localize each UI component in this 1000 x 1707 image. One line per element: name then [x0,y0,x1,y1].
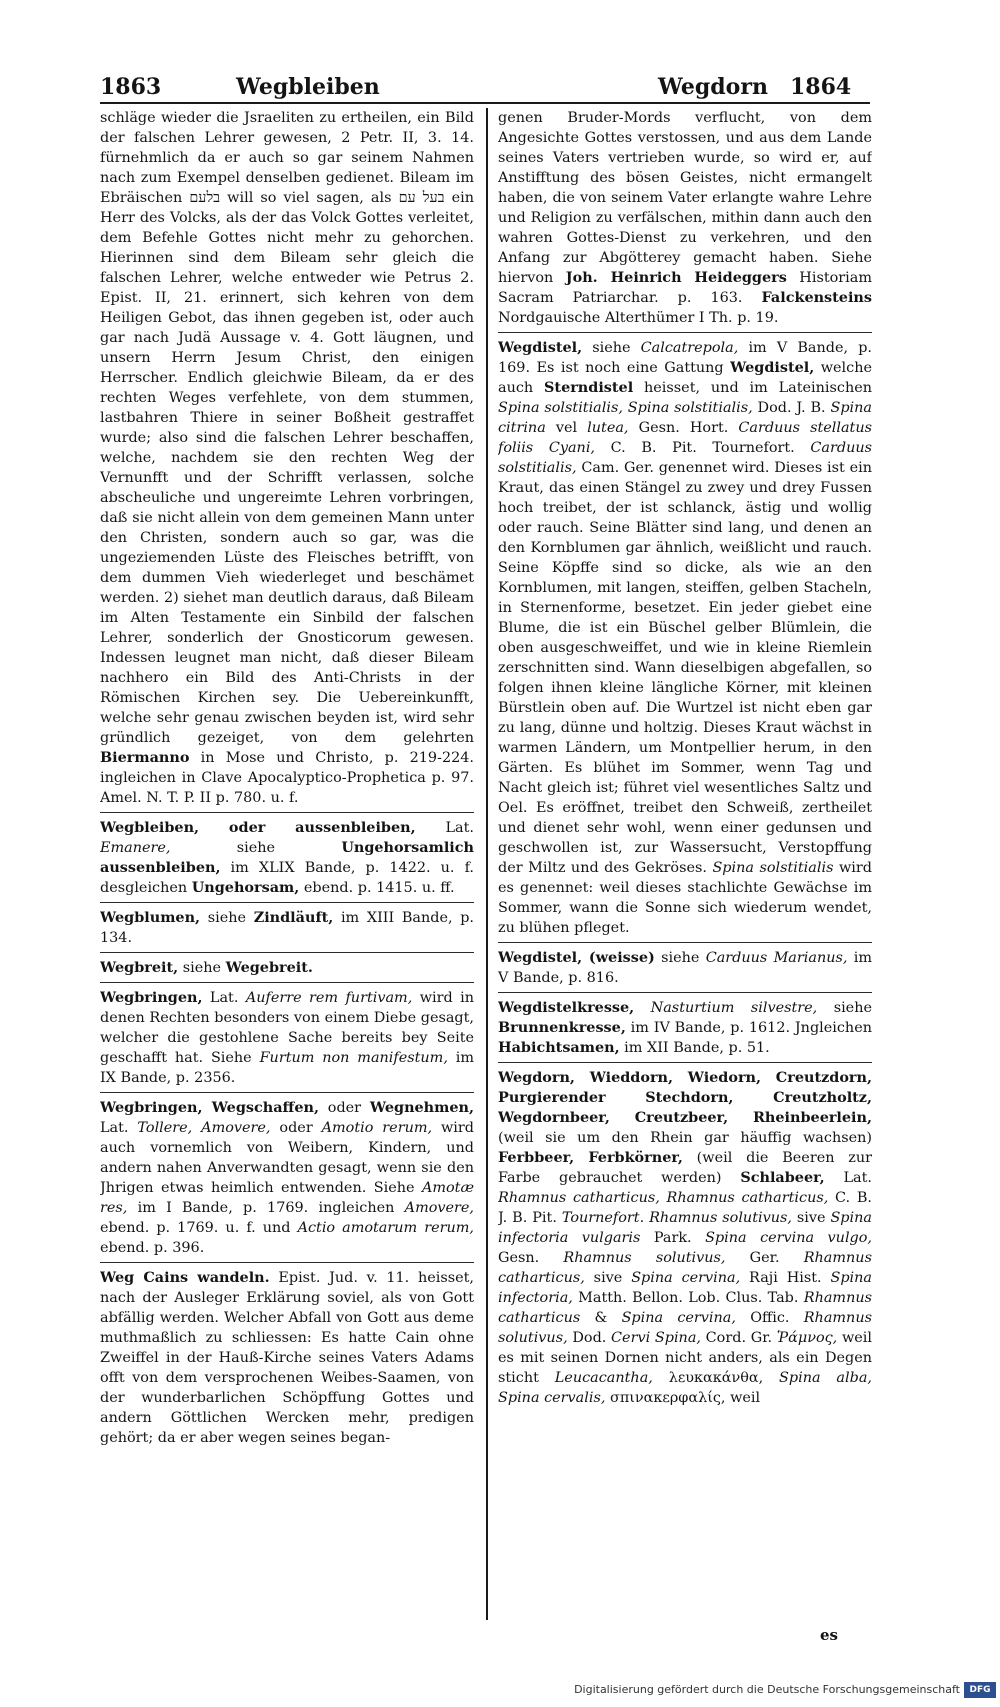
dictionary-entry [100,1098,474,1258]
entry-lemma: Ungehorsam, [191,879,300,896]
latin-term: Carduus solstitialis, [498,440,872,476]
entry-lemma: Joh. Heinrich Heideggers [565,269,787,286]
entry-lemma: Weg Cains wandeln. [100,1269,270,1286]
entry-text: genen Bruder-Mords verflucht, von dem Angesichte Gottes verstossen, und aus dem Lande seines Vaters vertrieben wurde, so wird er, auf Anstifftung des bösen Geistes, nicht ermangelt haben, die von seinem Vater erlangte wahre Lehre und Religion zu verfälschen, mithin dann auch den wahren Gottes-Dienst zu verkehren, und den Anfang zur Abgötterey gemacht haben. Siehe hiervon [498,110,872,286]
latin-term: Nasturtium silvestre, [650,1000,818,1016]
latin-term: Carduus Marianus, [705,950,848,966]
entry-text: Cam. Ger. genennet wird. Dieses ist ein Kraut, das einen Stängel zu zwey und drey Fussen hoch treibet, der ist schlanck, ästig und wollig oder rauch. Seine Blätter sind lang, und denen an den Kornblumen gar ähnlich, weißlicht und rauch. Seine Köpffe sind so dicke, als wie an den Kornblumen, mit langen, steiffen, gelben Stacheln, in Sternenforme, besetzet. Ein jeder giebet eine Blume, die ist ein Büschel gelber Blümlein, die oben ausgeschweiffet, und wie in kleine Riemlein zerschnitten sind. Wann dieselbigen abgefallen, so folgen ihnen kleine längliche Körner, mit kleinen Bürstlein oben auf. Die Wurtzel ist nicht eben gar zu lang, dünne und holtzig. Dieses Kraut wächst in warmen Ländern, um Montpellier herum, in den Gärten. Es blühet im Sommer, wenn Tag und Nacht gleich ist; führet viel wesentliches Saltz und Oel. Es eröffnet, treibet den Schweiß, zertheilet und dienet sehr wohl, wenn einer gedunsen und geschwollen ist, zur Wassersucht, Verstopffung der Miltz und des Gekröses. [498,460,872,876]
entry-text: schläge wieder die Jsraeliten zu ertheilen, ein Bild der falschen Lehrer gewesen, 2 Petr. II, 3. 14. fürnehmlich da er auch so gar seinem Nahmen nach zum Exempel denselben gedienet. Bileam im Ebräischen [100,110,474,206]
digitization-footer [574,1681,996,1701]
entry-text: im I Bande, p. 1769. ingleichen [127,1200,405,1216]
entry-text: Epist. Jud. v. 11. heisset, nach der Ausleger Erklärung soviel, als von Gott abfällig werden. Welcher Abfall von Gott aus deme muthmaßlich zu schliessen: Es hatte Cain ohne Zweiffel in der Hauß-Kirche seines Vaters Adams offt von dem versprochenen Weibes-Saamen, von der wunderbarlichen Schöpffung Gottes und andern Göttlichen Wercken mehr, predigen gehört; da er aber wegen seines began- [100,1270,474,1446]
latin-term: Rhamnus catharticus [498,1290,872,1326]
entry-text: Ger. [725,1250,804,1266]
latin-term: Ῥάμνος, [776,1330,838,1346]
entry-text: im V Bande, p. 169. Es ist noch eine Gattung [498,340,872,376]
entry-text: siehe [654,950,706,966]
entry-text: Lat. [100,1120,138,1136]
entry-text: & [580,1310,622,1326]
latin-term: Auferre rem furtivam, [245,990,413,1006]
right-column [498,108,872,1618]
entry-text: Park. [640,1230,706,1246]
entry-separator [498,942,872,943]
entry-text: Offic. [735,1310,804,1326]
entry-separator [498,332,872,333]
entry-text: λευκακάνθα, [652,1370,780,1386]
entry-text: Historiam Sacram Patriarchar. p. 163. [498,270,872,306]
entry-lemma: Wegbringen, [100,989,203,1006]
left-column [100,108,474,1618]
entry-separator [100,982,474,983]
entry-text: ebend. p. 1415. u. ff. [299,880,455,896]
latin-term: Rhamnus solutivus, [563,1250,726,1266]
dictionary-entry [100,818,474,898]
header-rule [100,102,870,104]
dictionary-entry [100,1268,474,1448]
entry-text: Lat. [824,1170,872,1186]
dictionary-entry [498,338,872,938]
entry-text: wird auch vornemlich von Weibern, Kindern, und andern nahen Anverwandten gesagt, wenn sie den Jhrigen etwas heimlich entwenden. Siehe [100,1120,474,1196]
running-title-right: Wegdorn [658,74,768,100]
page-header [100,72,870,106]
column-divider [486,108,488,1620]
entry-text: ebend. p. 1769. u. f. und [100,1220,298,1236]
entry-text: (weil sie um den Rhein gar häuffig wachsen) [498,1130,872,1146]
latin-term: Tournefort. Rhamnus solutivus, [561,1210,792,1226]
latin-term: Rhamnus catharticus, [498,1250,872,1286]
latin-term: Amotæ res, [100,1180,474,1216]
hebrew-word: בלעם [189,190,221,206]
latin-term: Spina citrina [498,400,872,436]
entry-text: wird in denen Rechten besonders von einem Diebe gesagt, welcher die gestohlene Sache bereits bey Seite geschafft hat. Siehe [100,990,474,1066]
entry-separator [100,902,474,903]
entry-lemma: Biermanno [100,749,190,766]
dictionary-entry [100,988,474,1088]
entry-lemma: Habichtsamen, [498,1039,620,1056]
entry-text: siehe [582,340,641,356]
entry-lemma: Wegdistel, [498,339,583,356]
entry-text: Nordgauische Alterthümer I Th. p. 19. [498,310,779,326]
entry-text: C. B. J. B. Pit. [498,1190,872,1226]
entry-text: (weil die Beeren zur Farbe gebrauchet werden) [498,1150,872,1186]
latin-term: Actio amotarum rerum, [297,1220,474,1236]
entry-lemma: Wegblumen, [100,909,201,926]
latin-term: Leucacantha, [554,1370,653,1386]
entry-text: in Mose und Christo, p. 219-224. ingleichen in Clave Apocalyptico-Prophetica p. 97. Amel. N. T. P. II p. 780. u. f. [100,750,474,806]
entry-lemma: Wegbreit, [100,959,179,976]
entry-text: siehe [170,840,342,856]
latin-term: Spina solstitialis [712,860,834,876]
dictionary-entry [498,998,872,1058]
entry-text: Gesn. Hort. [628,420,739,436]
entry-text: σπινακερφαλίς, weil [605,1390,761,1406]
entry-text: im XII Bande, p. 51. [619,1040,770,1056]
latin-term: Spina infectoria, [498,1270,872,1306]
hebrew-word: בעל עם [398,190,445,206]
entry-lemma: Wegbleiben, oder aussenbleiben, [100,819,446,836]
entry-lemma: Wegebreit. [225,959,313,976]
entry-lemma: Brunnenkresse, [498,1019,626,1036]
entry-text: Dod. [567,1330,612,1346]
entry-lemma: Falckensteins [761,289,872,306]
dictionary-entry [100,908,474,948]
entry-lemma: Ungehorsamlich aussenbleiben, [100,839,474,876]
entry-lemma: Wegbringen, Wegschaffen, [100,1099,319,1116]
entry-text: sive [584,1270,632,1286]
dictionary-entry [100,108,474,808]
entry-lemma: Sterndistel [544,379,634,396]
latin-term: Spina cervina vulgo, [705,1230,872,1246]
latin-term: Tollere, Amovere, [137,1120,271,1136]
entry-text: im IV Bande, p. 1612. Jngleichen [625,1020,872,1036]
dictionary-entry [498,1068,872,1408]
latin-term: Furtum non manifestum, [259,1050,448,1066]
entry-lemma: Wegnehmen, [369,1099,474,1116]
entry-separator [100,1262,474,1263]
dictionary-entry [100,958,474,978]
entry-text: will so viel sagen, als [220,190,399,206]
entry-separator [498,992,872,993]
latin-term: Spina cervina, [631,1270,741,1286]
dictionary-entry [498,948,872,988]
entry-lemma: Zindläuft, [253,909,334,926]
latin-term: Rhamnus catharticus, Rhamnus catharticus, [498,1190,829,1206]
entry-text: heisset, und im Lateinischen [633,380,872,396]
latin-term: Spina cervina, [621,1310,736,1326]
footer-credit: Digitalisierung gefördert durch die Deutsche Forschungsgemeinschaft [574,1683,960,1696]
dfg-logo: DFG [964,1682,996,1698]
entry-separator [100,952,474,953]
entry-text: oder [319,1100,370,1116]
entry-text: im V Bande, p. 816. [498,950,872,986]
entry-text: Lat. [445,820,474,836]
catchword: es [820,1626,838,1644]
entry-text: Matth. Bellon. Lob. Clus. Tab. [572,1290,804,1306]
entry-text: Dod. J. B. [752,400,831,416]
entry-text: weil es mit seinen Dornen nicht anders, als ein Degen sticht [498,1330,872,1386]
entry-lemma: Schlabeer, [740,1169,825,1186]
latin-term: Spina solstitialis, Spina solstitialis, [498,400,753,416]
latin-term: Amovere, [404,1200,474,1216]
entry-separator [100,812,474,813]
entry-text: siehe [817,1000,872,1016]
entry-separator [100,1092,474,1093]
entry-text: im IX Bande, p. 2356. [100,1050,474,1086]
entry-text: vel [545,420,588,436]
latin-term: Rhamnus solutivus, [498,1310,872,1346]
page-number-right: 1864 [790,74,852,100]
entry-lemma: Wegdorn, Wieddorn, Wiedorn, Creutzdorn, Purgierender Stechdorn, Creutzholtz, Wegdornbeer, Creutzbeer, Rheinbeerlein, [498,1069,872,1126]
entry-text [634,1000,650,1016]
entry-lemma: Ferbbeer, Ferbkörner, [498,1149,683,1166]
entry-text: ein Herr des Volcks, als der das Volck Gottes verleitet, dem Befehle Gottes nicht mehr zu gehorchen. Hierinnen sind dem Bileam sehr gleich die falschen Lehrer, welche entweder wie Petrus 2. Epist. II, 21. erinnert, sich kehren von dem Heiligen Gebot, das ihnen gegeben ist, oder auch gar nach Judä Aussage v. 4. Gott läugnen, und unsern Herrn Jesum Christ, den einigen Herrscher. Endlich gleichwie Bileam, da er des rechten Weges verfehlete, von dem stummen, lastbahren Thiere in seiner Boßheit gestraffet wurde; also sind die falschen Lehrer beschaffen, welche, nachdem sie den rechten Weg der Vernunfft und der Schrifft verlassen, solche abscheuliche und ungereimte Lehren vorbringen, daß sie nicht allein von dem gemeinen Mann unter den Christen, sondern auch so gar, was die ungeziemenden Lüste des Fleisches betrifft, von dem dummen Vieh wiederleget und beschämet werden. 2) siehet man deutlich daraus, daß Bileam im Alten Testamente ein Sinbild der falschen Lehrer, sonderlich der Gnosticorum gewesen. Indessen leugnet man nicht, daß dieser Bileam nachhero ein Bild des Anti-Christs in der Römischen Kirchen sey. Die Uebereinkunfft, welche sehr genau zwischen beyden ist, wird sehr gründlich gezeiget, von dem gelehrten [100,190,474,746]
entry-text: siehe [200,910,254,926]
entry-text: Cord. Gr. [700,1330,777,1346]
latin-term: Spina infectoria vulgaris [498,1210,872,1246]
entry-text: C. B. Pit. Tournefort. [595,440,811,456]
latin-term: Cervi Spina, [611,1330,701,1346]
running-title-left: Wegbleiben [236,74,380,100]
entry-text: Raji Hist. [740,1270,831,1286]
latin-term: Carduus stellatus foliis Cyani, [498,420,872,456]
latin-term: Amotio rerum, [321,1120,433,1136]
entry-text: oder [270,1120,322,1136]
entry-text: Lat. [202,990,246,1006]
entry-text: im XLIX Bande, p. 1422. u. f. desgleichen [100,860,474,896]
latin-term: Spina alba, Spina cervalis, [498,1370,872,1406]
entry-text: welche auch [498,360,872,396]
entry-separator [498,1062,872,1063]
entry-text: ebend. p. 396. [100,1240,205,1256]
dictionary-entry [498,108,872,328]
entry-text: wird es genennet: weil dieses stachlichte Gewächse im Sommer, wann die Sonne sich wiederum wendet, zu blühen pfleget. [498,860,872,936]
latin-term: Calcatrepola, [640,340,739,356]
entry-text: im XIII Bande, p. 134. [100,910,474,946]
entry-lemma: Wegdistel, (weisse) [498,949,655,966]
latin-term: Emanere, [100,840,171,856]
latin-term: lutea, [587,420,629,436]
entry-lemma: Wegdistelkresse, [498,999,635,1016]
entry-text: Gesn. [498,1250,564,1266]
entry-text: sive [791,1210,831,1226]
entry-text: siehe [178,960,226,976]
page-number-left: 1863 [100,74,162,100]
entry-lemma: Wegdistel, [730,359,815,376]
